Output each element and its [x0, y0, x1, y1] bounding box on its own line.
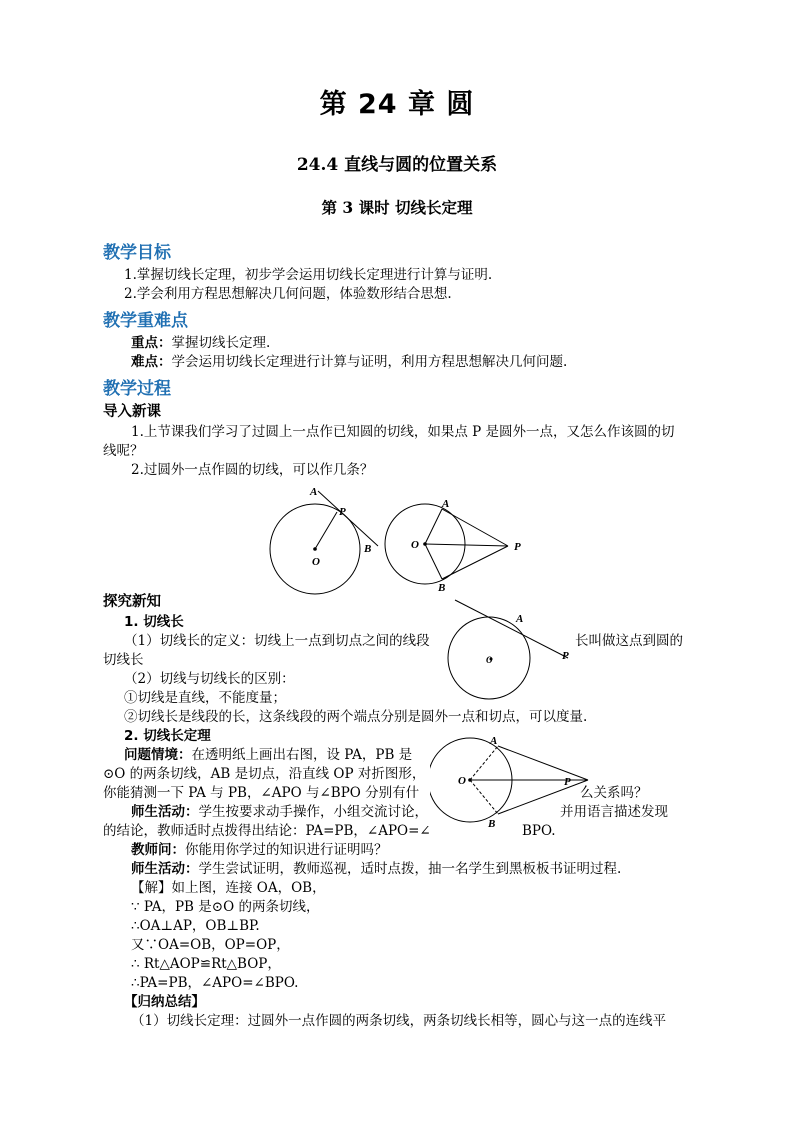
difficulty-label: 难点： [131, 354, 172, 370]
tangent-line-1 [318, 491, 378, 546]
label-o-3: O [486, 655, 493, 665]
line-oa-4 [470, 746, 498, 780]
problem-line3: 你能猜测一下 PA 与 PB，∠APO 与∠BPO 分别有什 [103, 785, 420, 801]
proof-line-5: ∴ Rt△AOP≌Rt△BOP， [131, 956, 281, 972]
label-a-2: A [442, 498, 450, 510]
activity-label: 师生活动： [131, 804, 199, 820]
chapter-title: 第 24 章 圆 [319, 89, 475, 120]
keypoints-heading: 教学重难点 [103, 311, 188, 331]
label-p-3: P [562, 650, 569, 662]
label-b-4: B [488, 818, 496, 830]
label-o-1: O [312, 556, 320, 568]
summary-line: （1）切线长定理：过圆外一点作圆的两条切线，两条切线长相等，圆心与这一点的连线平 [131, 1013, 667, 1029]
definition-line1-right: 长叫做这点到圆的 [575, 633, 683, 649]
intro-question-2: 2.过圆外一点作圆的切线，可以作几条？ [131, 462, 374, 478]
proof-line-3: ∴OA⊥AP，OB⊥BP. [131, 918, 260, 934]
problem-line2: ⊙O 的两条切线，AB 是切点，沿直线 OP 对折图形， [103, 766, 426, 782]
activity-line2-right: BPO. [522, 823, 556, 839]
activity-line1-right: 并用语言描述发现 [560, 804, 668, 820]
line-ob-4 [470, 780, 498, 814]
label-p-4: P [564, 776, 571, 788]
tangent-pb-2 [442, 546, 508, 579]
label-p-1: P [339, 506, 346, 518]
process-heading: 教学过程 [103, 379, 171, 399]
section-title: 24.4 直线与圆的位置关系 [296, 155, 498, 175]
activity-line2: 的结论，教师适时点拨得出结论：PA=PB，∠APO=∠ [103, 823, 431, 839]
summary-heading: 【归纳总结】 [124, 994, 205, 1010]
definition-line1: （1）切线长的定义：切线上一点到切点之间的线段 [124, 633, 430, 649]
center-dot-4 [468, 778, 472, 782]
activity2-label: 师生活动： [131, 861, 199, 877]
label-a-1: A [310, 486, 318, 498]
line-oa-2 [425, 509, 442, 544]
proof-line-2: ∵ PA，PB 是⊙O 的两条切线， [131, 899, 320, 915]
problem-line1 [124, 746, 412, 764]
label-a-4: A [490, 735, 498, 747]
difficulty-line [131, 353, 567, 371]
intro-heading: 导入新课 [103, 404, 161, 420]
label-b-2: B [438, 582, 446, 594]
definition-line2: 切线长 [103, 652, 144, 668]
problem-label: 问题情境： [124, 747, 192, 763]
goal-item-2: 2.学会利用方程思想解决几何问题，体验数形结合思想. [124, 286, 452, 302]
teacher-ask-line [131, 841, 388, 859]
intro-question-1-line1: 1.上节课我们学习了过圆上一点作已知圆的切线，如果点 P 是圆外一点，又怎么作该圆的切 [131, 424, 675, 440]
goal-item-1: 1.掌握切线长定理，初步学会运用切线长定理进行计算与证明. [124, 267, 493, 283]
label-o-2: O [411, 539, 419, 551]
radius-line-1 [315, 512, 337, 549]
difference-item-1: ①切线是直线，不能度量； [124, 690, 286, 706]
center-dot-2 [423, 542, 427, 546]
problem-line3-right: 么关系吗？ [580, 785, 648, 801]
intro-question-1-line2: 线呢？ [103, 443, 144, 459]
activity-line1 [131, 803, 428, 821]
lesson-title: 第 3 课时 切线长定理 [321, 198, 473, 217]
label-a-3: A [516, 613, 524, 625]
proof-line-6: ∴PA=PB，∠APO=∠BPO. [131, 975, 299, 991]
difference-item-2: ②切线长是线段的长，这条线段的两个端点分别是圆外一点和切点，可以度量. [124, 709, 588, 725]
proof-line-1: 【解】如上图，连接 OA，OB， [131, 880, 326, 896]
tangent-pa-2 [442, 509, 508, 546]
label-o-4: O [458, 775, 466, 787]
key-point-line [131, 334, 270, 352]
difference-title: （2）切线与切线长的区别： [124, 671, 295, 687]
difficulty-text: 学会运用切线长定理进行计算与证明，利用方程思想解决几何问题. [171, 354, 568, 370]
intro-figures [260, 480, 550, 600]
activity2-text: 学生尝试证明，教师巡视，适时点拨，抽一名学生到黑板板书证明过程. [198, 861, 622, 877]
tangent-length-figure [440, 595, 580, 700]
key-text: 掌握切线长定理. [171, 335, 271, 351]
center-dot-1 [313, 547, 317, 551]
teacher-ask-label: 教师问： [131, 842, 185, 858]
explore-heading: 探究新知 [103, 594, 161, 610]
line-ob-2 [425, 544, 442, 579]
label-p-2: P [514, 541, 521, 553]
proof-line-4: 又∵OA=OB，OP=OP， [131, 937, 290, 953]
teacher-ask-text: 你能用你学过的知识进行证明吗？ [185, 842, 388, 858]
tangent-line-3 [455, 600, 568, 658]
subheading-theorem: 2. 切线长定理 [124, 728, 211, 744]
theorem-figure [430, 730, 600, 830]
goals-heading: 教学目标 [103, 243, 171, 263]
key-label: 重点： [131, 335, 172, 351]
activity-text-1: 学生按要求动手操作，小组交流讨论， [198, 804, 428, 820]
line-op-2 [425, 544, 508, 546]
subheading-tangent-length: 1. 切线长 [124, 614, 184, 630]
label-b-1: B [364, 543, 372, 555]
activity2-line [131, 860, 621, 878]
problem-text-1: 在透明纸上画出右图，设 PA，PB 是 [191, 747, 413, 763]
